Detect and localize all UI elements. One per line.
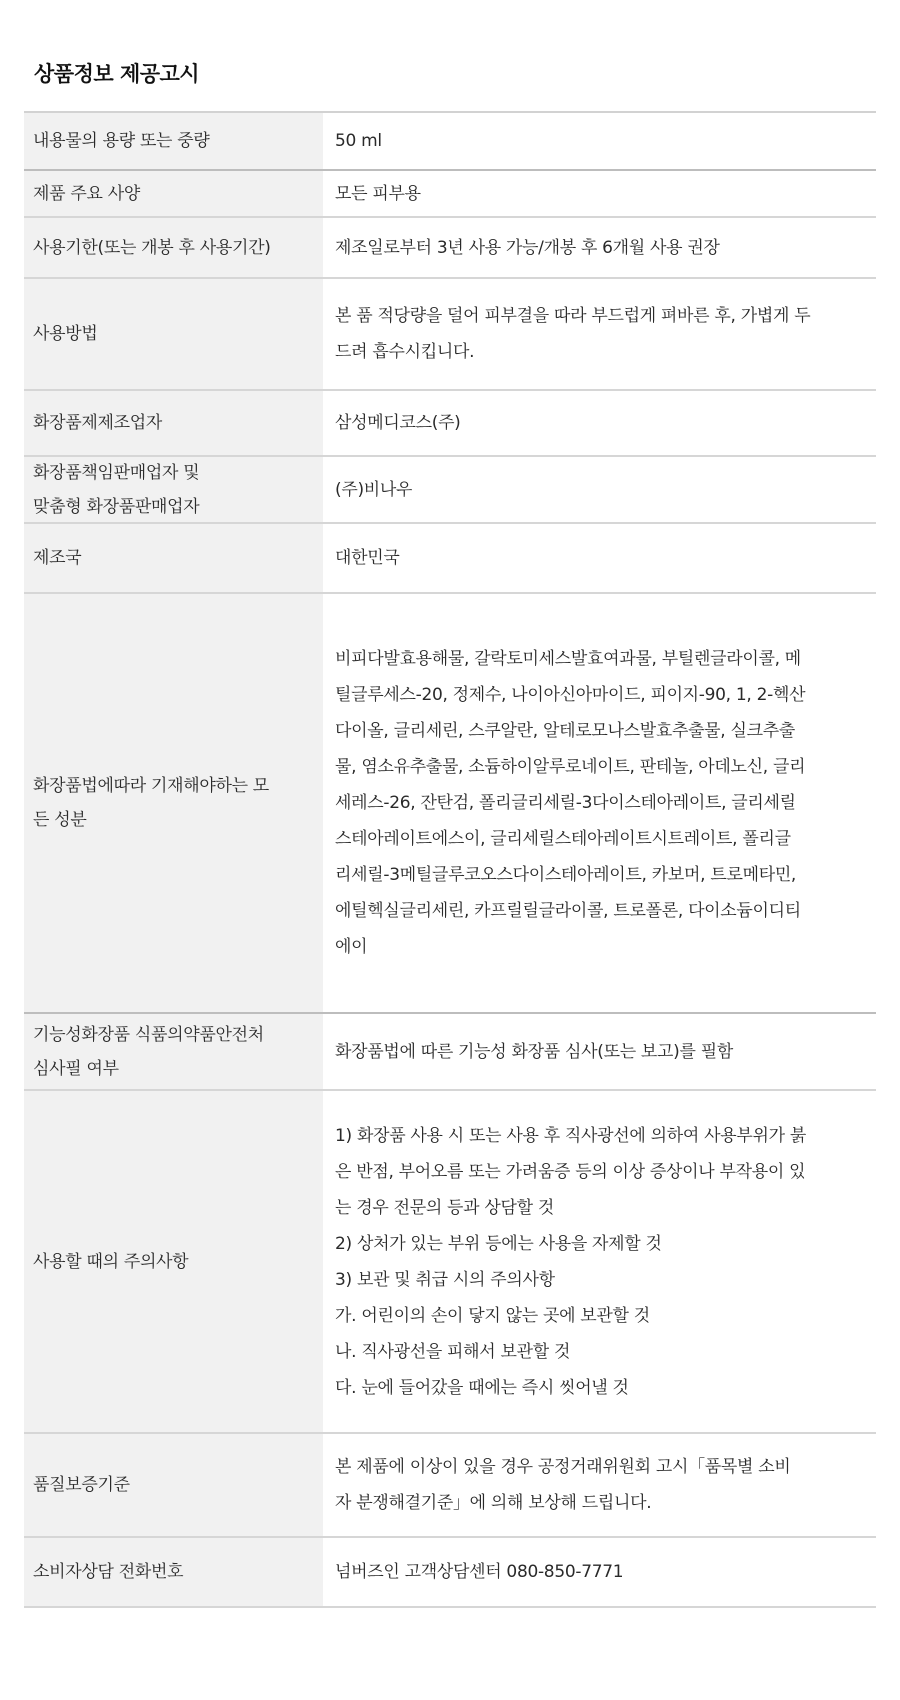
- table-row-usage: [24, 279, 876, 391]
- table-row-seller: [24, 457, 876, 524]
- row-value: 50 ml: [335, 131, 382, 151]
- table-row-volume: [24, 113, 876, 171]
- table-row-cautions: [24, 1091, 876, 1434]
- table-row-spec: [24, 171, 876, 218]
- row-value: (주)비나우: [335, 479, 413, 500]
- row-value: 모든 피부용: [335, 183, 421, 204]
- row-value: 화장품법에 따른 기능성 화장품 심사(또는 보고)를 필함: [335, 1041, 733, 1062]
- row-value: 제조일로부터 3년 사용 가능/개봉 후 6개월 사용 권장: [335, 237, 720, 258]
- row-label: 사용할 때의 주의사항: [24, 1091, 323, 1432]
- row-value: 삼성메디코스(주): [335, 413, 461, 433]
- row-label: 화장품법에따라 기재해야하는 모 든 성분: [24, 594, 323, 1012]
- table-row-manufacturer: [24, 391, 876, 457]
- product-info-table: [24, 111, 876, 1608]
- row-label: 제조국: [24, 524, 323, 592]
- row-value: 본 품 적당량을 덜어 피부결을 따라 부드럽게 펴바른 후, 가볍게 두 드려 흡수시킵니다.: [335, 306, 811, 362]
- page-title: 상품정보 제공고시: [34, 62, 200, 86]
- table-row-ingredients: [24, 594, 876, 1014]
- row-label: 화장품책임판매업자 및 맞춤형 화장품판매업자: [24, 457, 323, 522]
- row-label: 기능성화장품 식품의약품안전처 심사필 여부: [24, 1014, 323, 1089]
- row-value: 비피다발효용해물, 갈락토미세스발효여과물, 부틸렌글라이콜, 메 틸글루세스-20, 정제수, 나이아신아마이드, 피이지-90, 1, 2-헥산 다이올, 글리세린, 스쿠알란, 알테로모나스발효추출물, 실크추출 물, 염소유추출물, 소듐하이알루로네이트, 판테놀, 아데노신, 글리 세레스-26, 잔탄검, 폴리글리세릴-3다이스테아레이트, 글리세릴 스테아레이트에스이, 글리세릴스테아레이트시트레이트, 폴리글 리세릴-3메틸글루코오스다이스테아레이트, 카보머, 트로메타민, 에틸헥실글리세린, 카프릴릴글라이콜, 트로폴론, 다이소듐이디티 에이: [335, 649, 806, 957]
- row-value: 본 제품에 이상이 있을 경우 공정거래위원회 고시「품목별 소비 자 분쟁해결기준」에 의해 보상해 드립니다.: [335, 1457, 791, 1513]
- row-label: 내용물의 용량 또는 중량: [24, 113, 323, 169]
- table-row-expiry: [24, 218, 876, 279]
- row-value: 넘버즈인 고객상담센터 080-850-7771: [335, 1562, 624, 1582]
- row-label: 사용방법: [24, 279, 323, 389]
- row-value: 1) 화장품 사용 시 또는 사용 후 직사광선에 의하여 사용부위가 붉 은 반점, 부어오름 또는 가려움증 등의 이상 증상이나 부작용이 있 는 경우 전문의 등과 상담할 것 2) 상처가 있는 부위 등에는 사용을 자제할 것 3) 보관 및 취급 시의 주의사항 가. 어린이의 손이 닿지 않는 곳에 보관할 것 나. 직사광선을 피해서 보관할 것 다. 눈에 들어갔을 때에는 즉시 씻어낼 것: [335, 1125, 806, 1398]
- row-label: 제품 주요 사양: [24, 171, 323, 216]
- row-label: 사용기한(또는 개봉 후 사용기간): [24, 218, 323, 277]
- table-row-quality: [24, 1434, 876, 1538]
- row-value: 대한민국: [335, 548, 400, 568]
- table-row-functional: [24, 1014, 876, 1091]
- row-label: 품질보증기준: [24, 1434, 323, 1536]
- row-label: 화장품제제조업자: [24, 391, 323, 455]
- row-label: 소비자상담 전화번호: [24, 1538, 323, 1606]
- table-row-country: [24, 524, 876, 594]
- table-row-contact: [24, 1538, 876, 1608]
